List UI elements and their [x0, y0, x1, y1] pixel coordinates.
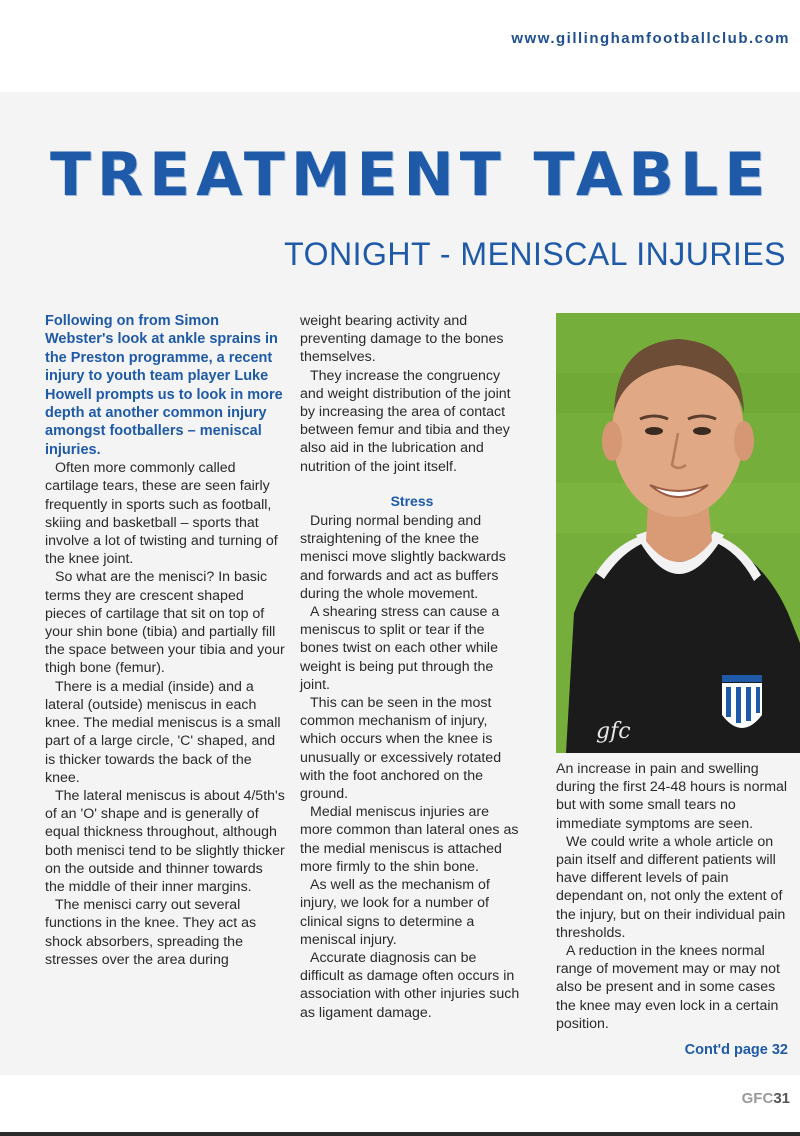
player-photo-illustration: [556, 313, 800, 753]
footer-band: [0, 1075, 800, 1136]
continued-link[interactable]: Cont'd page 32: [684, 1042, 788, 1059]
article-subtitle: TONIGHT - MENISCAL INJURIES: [284, 236, 786, 272]
site-url[interactable]: www.gillinghamfootballclub.com: [511, 30, 790, 47]
body-paragraph: As well as the mechanism of injury, we look for a number of clinical signs to determine a meniscal injury.: [300, 877, 490, 948]
player-photo: [556, 313, 800, 753]
body-paragraph: This can be seen in the most common mechanism of injury, which occurs when the knee is unusually or excessively rotated with the foot anchored on the ground.: [300, 695, 502, 803]
bottom-rule: [0, 1132, 800, 1136]
body-paragraph: An increase in pain and swelling during the first 24-48 hours is normal but with some small tears no immediate symptoms are seen.: [556, 761, 788, 832]
body-paragraph: Often more commonly called cartilage tears, these are seen fairly frequently in sports such as football, skiing and basketball – sports that involve a lot of twisting and turning of the knee joint.: [45, 460, 278, 568]
body-paragraph: A shearing stress can cause a meniscus to split or tear if the bones twist on each other while weight is being put through the joint.: [300, 604, 500, 693]
body-paragraph: There is a medial (inside) and a lateral (outside) meniscus in each knee. The medial meniscus is a small part of a large circle, 'C' shaped, and is thicker towards the back of the knee.: [45, 678, 281, 786]
body-paragraph: The menisci carry out several functions in the knee. They act as shock absorbers, spreading the stresses over the area during: [45, 897, 257, 968]
body-paragraph: A reduction in the knees normal range of movement may or may not also be present and in some cases the knee may even lock in a certain position.: [556, 943, 780, 1032]
page-number-value: 31: [773, 1090, 790, 1107]
body-paragraph: They increase the congruency and weight distribution of the joint by increasing the area of contact between femur and tibia and they also aid in the lubrication and nutrition of the joint itself.: [300, 367, 511, 475]
stress-heading: Stress: [390, 492, 434, 509]
body-paragraph: weight bearing activity and preventing damage to the bones themselves.: [300, 313, 504, 366]
body-paragraph: So what are the menisci? In basic terms they are crescent shaped pieces of cartilage that sit on top of your shin bone (tibia) and partially fill the space between your tibia and your thigh bone (femur).: [45, 569, 285, 677]
body-paragraph: During normal bending and straightening of the knee the menisci move slightly backwards and forwards and act as buffers during the whole movement.: [300, 513, 506, 602]
body-paragraph: The lateral meniscus is about 4/5th's of an 'O' shape and is generally of equal thickness throughout, although both menisci tend to be slightly thicker on the outside and thinner towards the middle of their inner margins.: [45, 787, 285, 895]
body-paragraph: We could write a whole article on pain itself and different patients will have different levels of pain dependant on, not only the extent of the injury, but on their individual pain thresholds.: [556, 833, 786, 941]
column-2: [300, 312, 524, 1022]
page-number: [742, 1090, 790, 1107]
intro-paragraph: Following on from Simon Webster's look at ankle sprains in the Preston programme, a recent injury to youth team player Luke Howell prompts us to look in more depth at another common injury amongst footballers – meniscal injuries.: [45, 313, 283, 458]
column-3: [556, 760, 788, 1059]
column-1: [45, 312, 285, 969]
shirt-initials: gfc: [596, 719, 631, 744]
body-paragraph: Medial meniscus injuries are more common than lateral ones as the medial meniscus is attached more firmly to the shin bone.: [300, 804, 519, 875]
body-paragraph: Accurate diagnosis can be difficult as damage often occurs in association with other injuries such as ligament damage.: [300, 949, 520, 1021]
page-prefix: GFC: [741, 1090, 774, 1107]
page-title: TREATMENT TABLE: [50, 140, 772, 210]
